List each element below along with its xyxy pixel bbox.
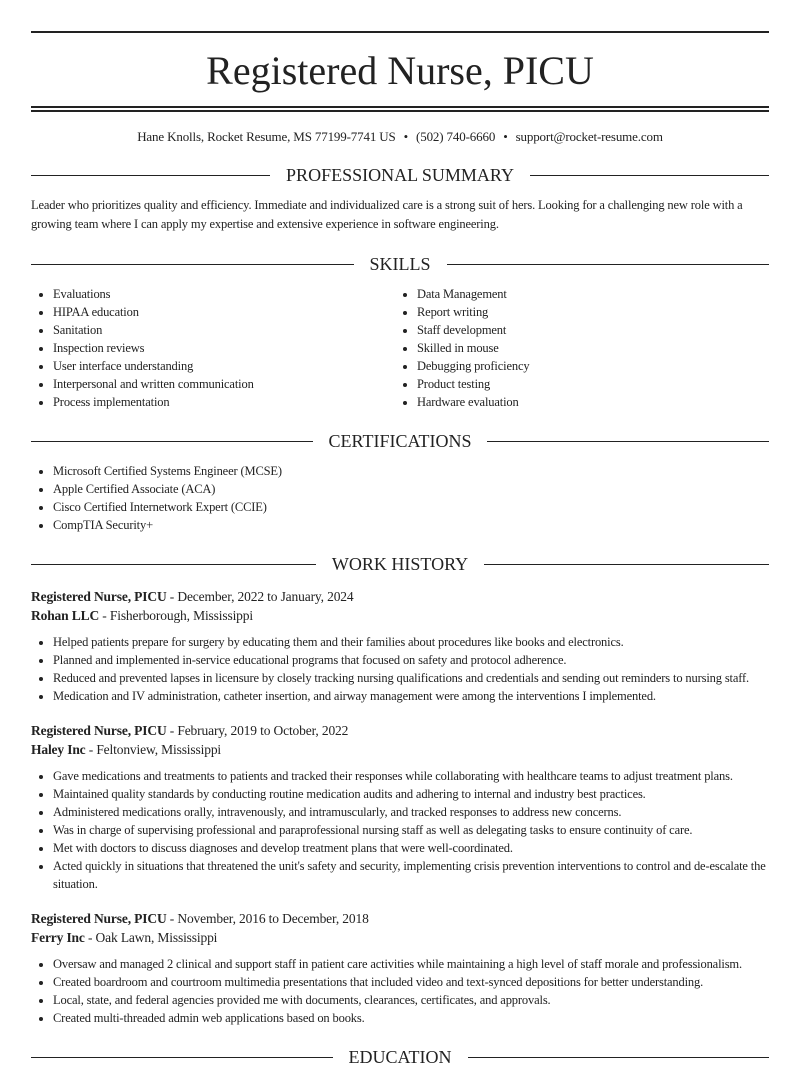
email: support@rocket-resume.com <box>515 129 663 144</box>
list-item: • Met with doctors to discuss diagnoses and develop treatment plans that were well-coordinated. <box>53 839 769 857</box>
list-item: • Cisco Certified Internetwork Expert (CCIE) <box>53 498 769 516</box>
job-title-line <box>31 587 769 606</box>
list-item: • Acted quickly in situations that threatened the unit's safety and security, implementing crisis prevention interventions to control and de-escalate the situation. <box>53 857 769 893</box>
list-item: • Created multi-threaded admin web applications based on books. <box>53 1009 769 1027</box>
list-item: • User interface understanding <box>53 357 395 375</box>
location: - Oak Lawn, Mississippi <box>84 930 218 945</box>
section-header-work <box>31 554 769 575</box>
summary-text: Leader who prioritizes quality and efficiency. Immediate and individualized care is a strong suit of hers. Looking for a challenging new role with a growing team where I can apply my expertise and extensive experience in software engineering. <box>31 198 743 231</box>
section-title: PROFESSIONAL SUMMARY <box>286 165 514 185</box>
job-dates: - December, 2022 to January, 2024 <box>166 589 354 604</box>
job-dates: - February, 2019 to October, 2022 <box>166 723 349 738</box>
list-item: • Data Management <box>417 285 759 303</box>
section-title: SKILLS <box>369 254 431 274</box>
job-bullets <box>31 955 769 1027</box>
list-item: • Hardware evaluation <box>417 393 759 411</box>
list-item: • Helped patients prepare for surgery by educating them and their families about procedures like books and electronics. <box>53 633 769 651</box>
list-item: • Staff development <box>417 321 759 339</box>
job-entry <box>31 587 769 705</box>
list-item: • Administered medications orally, intravenously, and intramuscularly, and tracked responses to address new concerns. <box>53 803 769 821</box>
list-item: • Created boardroom and courtroom multimedia presentations that included video and text-synced depositions for better understanding. <box>53 973 769 991</box>
job-company-line <box>31 928 769 947</box>
job-title: Registered Nurse, PICU <box>31 911 167 926</box>
location: - Fisherborough, Mississippi <box>99 608 253 623</box>
list-item: • Medication and IV administration, catheter insertion, and airway management were among the interventions I implemented. <box>53 687 769 705</box>
job-entry <box>31 721 769 893</box>
section-title: WORK HISTORY <box>331 554 469 574</box>
list-item: • Inspection reviews <box>53 339 395 357</box>
section-title: CERTIFICATIONS <box>328 431 472 451</box>
skills-list-right <box>395 285 759 411</box>
section-header-summary <box>31 165 769 186</box>
list-item: • Skilled in mouse <box>417 339 759 357</box>
list-item: • Was in charge of supervising professional and paraprofessional nursing staff as well as delegating tasks to ensure continuity of care. <box>53 821 769 839</box>
list-item: • Evaluations <box>53 285 395 303</box>
job-title-line <box>31 909 769 928</box>
location: - Feltonview, Mississippi <box>85 742 222 757</box>
top-rule <box>31 31 769 33</box>
separator: • <box>403 129 409 144</box>
job-bullets <box>31 633 769 705</box>
list-item: • Local, state, and federal agencies provided me with documents, clearances, certificates, and approvals. <box>53 991 769 1009</box>
list-item: • Microsoft Certified Systems Engineer (MCSE) <box>53 462 769 480</box>
double-rule <box>31 106 769 112</box>
list-item: • Maintained quality standards by conducting routine medication audits and adhering to internal and industry best practices. <box>53 785 769 803</box>
job-entry <box>31 909 769 1027</box>
company: Rohan LLC <box>31 608 100 623</box>
list-item: • Apple Certified Associate (ACA) <box>53 480 769 498</box>
section-header-certifications <box>31 431 769 452</box>
list-item: • CompTIA Security+ <box>53 516 769 534</box>
job-company-line <box>31 740 769 759</box>
list-item: • Debugging proficiency <box>417 357 759 375</box>
certifications-list <box>31 462 769 534</box>
address: Hane Knolls, Rocket Resume, MS 77199-7741 US <box>137 129 396 144</box>
list-item: • Sanitation <box>53 321 395 339</box>
list-item: • Reduced and prevented lapses in licensure by closely tracking nursing qualifications and credentials and sending out reminders to nursing staff. <box>53 669 769 687</box>
job-title-line <box>31 721 769 740</box>
job-title: Registered Nurse, PICU <box>31 723 167 738</box>
list-item: • Oversaw and managed 2 clinical and support staff in patient care activities while maintaining a high level of staff morale and professionalism. <box>53 955 769 973</box>
work-history <box>31 587 769 1027</box>
company: Ferry Inc <box>31 930 85 945</box>
list-item: • Report writing <box>417 303 759 321</box>
contact-line <box>31 129 769 145</box>
section-title: EDUCATION <box>348 1047 452 1067</box>
list-item: • HIPAA education <box>53 303 395 321</box>
separator: • <box>503 129 508 144</box>
job-dates: - November, 2016 to December, 2018 <box>166 911 369 926</box>
skills-columns <box>31 285 769 411</box>
company: Haley Inc <box>31 742 86 757</box>
page-title: Registered Nurse, PICU <box>206 48 594 93</box>
job-bullets <box>31 767 769 893</box>
phone: (502) 740-6660 <box>416 129 496 144</box>
list-item: • Process implementation <box>53 393 395 411</box>
list-item: • Interpersonal and written communication <box>53 375 395 393</box>
list-item: • Gave medications and treatments to patients and tracked their responses while collaborating with healthcare teams to adjust treatment plans. <box>53 767 769 785</box>
list-item: • Product testing <box>417 375 759 393</box>
section-header-skills <box>31 254 769 275</box>
list-item: • Planned and implemented in-service educational programs that focused on safety and protocol adherence. <box>53 651 769 669</box>
job-title: Registered Nurse, PICU <box>31 589 167 604</box>
section-header-education <box>31 1047 769 1068</box>
job-company-line <box>31 606 769 625</box>
skills-list-left <box>31 285 395 411</box>
